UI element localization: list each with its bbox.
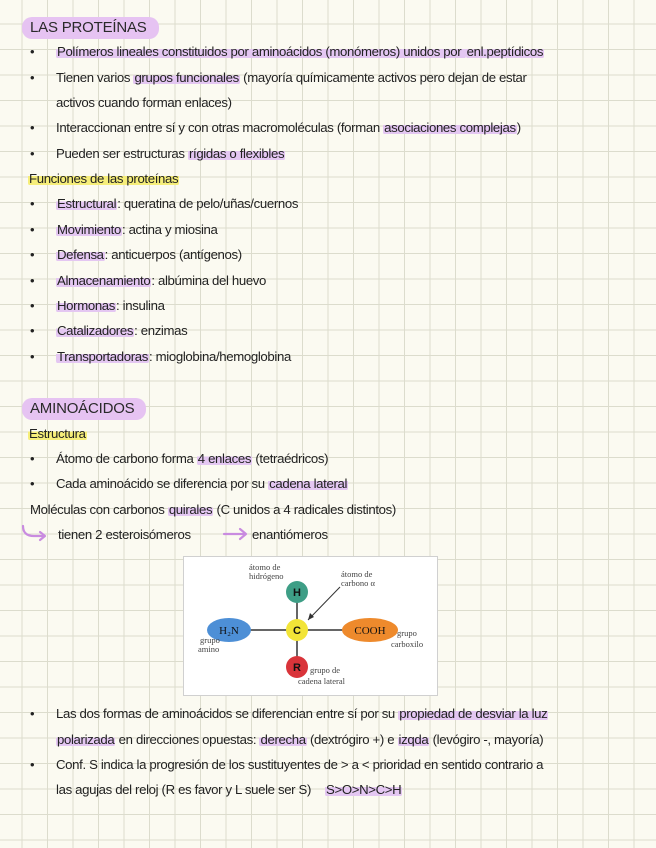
notes-page: LAS PROTEÍNAS • Polímeros lineales constituidos por aminoácidos (monómeros) unidos por enl.peptídicos • Tienen varios grupos funcionales (mayoría químicamente activos pero dejan de estar activos cuando forman enlaces) • Interaccionan entre sí y con otras macromoléculas (forman asociaciones complejas) • Pueden ser estructuras rígidas o flexibles Funciones de las proteínas • Estructural: queratina de pelo/uñas/cuernos • Movimiento: actina y miosina • Defensa: anticuerpos (antígenos) • Almacenamiento: albúmina del huevo • Hormonas: insulina • Catalizadores: enzimas • Transportadoras: mioglobina/hemoglobina AMINOÁCIDOS Estructura • Átomo de carbono forma 4 enlaces (tetraédricos) • Cada aminoácido se diferencia por su cadena lateral Moléculas con carbonos quirales (C unidos a 4 radicales distintos) tienen 2 esteroisómeros enantiómeros H C R H₂N COOH átomo de hidrógeno átomo de carbono α grupo amino grupo carboxilo grupo de cadena lateral • Las dos formas de aminoácidos se diferencian entre sí por su propiedad de desviar la luz polarizada en direcciones opuestas: derecha (dextrógiro +) e izqda (levógiro -, mayoría) • Conf. S indica la progresión de los sustituyentes de > a < prioridad en sentido contrario a las agujas del reloj (R es favor y L suele ser S) S>O>N>C>H (0, 0, 656, 848)
hl-rigidas: rígidas o flexibles (188, 146, 285, 161)
hl-quirales: quirales (168, 502, 213, 517)
hl-4-enlaces: 4 enlaces (197, 451, 252, 466)
curved-arrow-icon (20, 524, 50, 549)
funcion-name: Hormonas (57, 298, 116, 313)
funcion-desc: : enzimas (134, 323, 188, 338)
section-title-proteinas: LAS PROTEÍNAS (22, 17, 159, 39)
text-c-unidos: (C unidos a 4 radicales distintos) (213, 502, 396, 517)
funciones-title-text: Funciones de las proteínas (29, 171, 179, 186)
hl-derecha: derecha (260, 732, 306, 747)
text-dos-formas: Las dos formas de aminoácidos se diferencian entre sí por su (56, 706, 399, 721)
text-enantiomeros: enantiómeros (252, 527, 328, 542)
hl-prioridad: S>O>N>C>H (326, 782, 402, 797)
funcion-desc: : insulina (116, 298, 165, 313)
label-atomo-hidrogeno: átomo de hidrógeno (249, 562, 284, 581)
hl-grupos-funcionales: grupos funcionales (134, 70, 239, 85)
text-direcciones: en direcciones opuestas: (115, 732, 260, 747)
label-atomo-carbono: átomo de carbono α (341, 569, 375, 588)
text-conf-s: Conf. S indica la progresión de los sustituyentes de > a < prioridad en sentido contrario a (56, 757, 544, 772)
text-moleculas: Moléculas con carbonos (30, 502, 168, 517)
funcion-name: Transportadoras (57, 349, 149, 364)
funcion-desc: : albúmina del huevo (151, 273, 267, 288)
section-title-aminoacidos: AMINOÁCIDOS (22, 398, 146, 420)
estructura-title (28, 425, 87, 443)
funcion-desc: : anticuerpos (antígenos) (104, 247, 242, 262)
text-mayoria: (mayoría químicamente activos pero dejan de estar (239, 70, 527, 85)
funcion-desc: : actina y miosina (121, 222, 218, 237)
funcion-name: Almacenamiento (57, 273, 151, 288)
hl-izqda: izqda (398, 732, 429, 747)
text-pueden: Pueden ser estructuras (56, 146, 188, 161)
hl-asociaciones: asociaciones complejas (384, 120, 516, 135)
hl-polarizada: polarizada (57, 732, 115, 747)
label-grupo-amino: grupo amino (198, 635, 220, 654)
funcion-name: Catalizadores (57, 323, 134, 338)
text-atomo: Átomo de carbono forma (56, 451, 197, 466)
hl-cadena-lateral: cadena lateral (269, 476, 348, 491)
h2n-symbol: H₂N (219, 625, 239, 637)
right-arrow-icon (222, 527, 250, 546)
label-grupo-carboxilo: grupo carboxilo (391, 628, 424, 649)
funcion-name: Movimiento (57, 222, 121, 237)
text-tienen: Tienen varios (56, 70, 134, 85)
amino-acid-diagram (183, 556, 438, 696)
funcion-name: Estructural (57, 196, 117, 211)
c-symbol: C (293, 625, 301, 637)
text-agujas-reloj: las agujas del reloj (R es favor y L suele ser S) (56, 782, 312, 797)
cooh-symbol: COOH (354, 625, 386, 637)
text-levogiro: (levógiro -, mayoría) (429, 732, 544, 747)
text-polimeros: Polímeros lineales constituidos por aminoácidos (monómeros) unidos por (57, 44, 465, 59)
estructura-title-text: Estructura (29, 426, 86, 441)
text-paren: ) (516, 120, 521, 135)
funciones-title (28, 170, 179, 188)
text-tetraedricos: (tetraédricos) (252, 451, 329, 466)
text-esteroisomeros: tienen 2 esteroisómeros (58, 527, 191, 542)
text-dextrogiro: (dextrógiro +) e (306, 732, 398, 747)
hl-desviar-luz: propiedad de desviar la luz (399, 706, 548, 721)
text-activos: activos cuando forman enlaces) (56, 95, 232, 110)
r-symbol: R (293, 662, 301, 674)
h-symbol: H (293, 587, 301, 599)
text-cada: Cada aminoácido se diferencia por su (56, 476, 269, 491)
text-interaccionan: Interaccionan entre sí y con otras macromoléculas (forman (56, 120, 384, 135)
funcion-name: Defensa (57, 247, 104, 262)
funcion-desc: : queratina de pelo/uñas/cuernos (117, 196, 299, 211)
label-cadena-lateral: grupo de cadena lateral (298, 665, 345, 686)
funcion-desc: : mioglobina/hemoglobina (149, 349, 291, 364)
hl-enl-peptidicos: enl.peptídicos (466, 44, 544, 59)
